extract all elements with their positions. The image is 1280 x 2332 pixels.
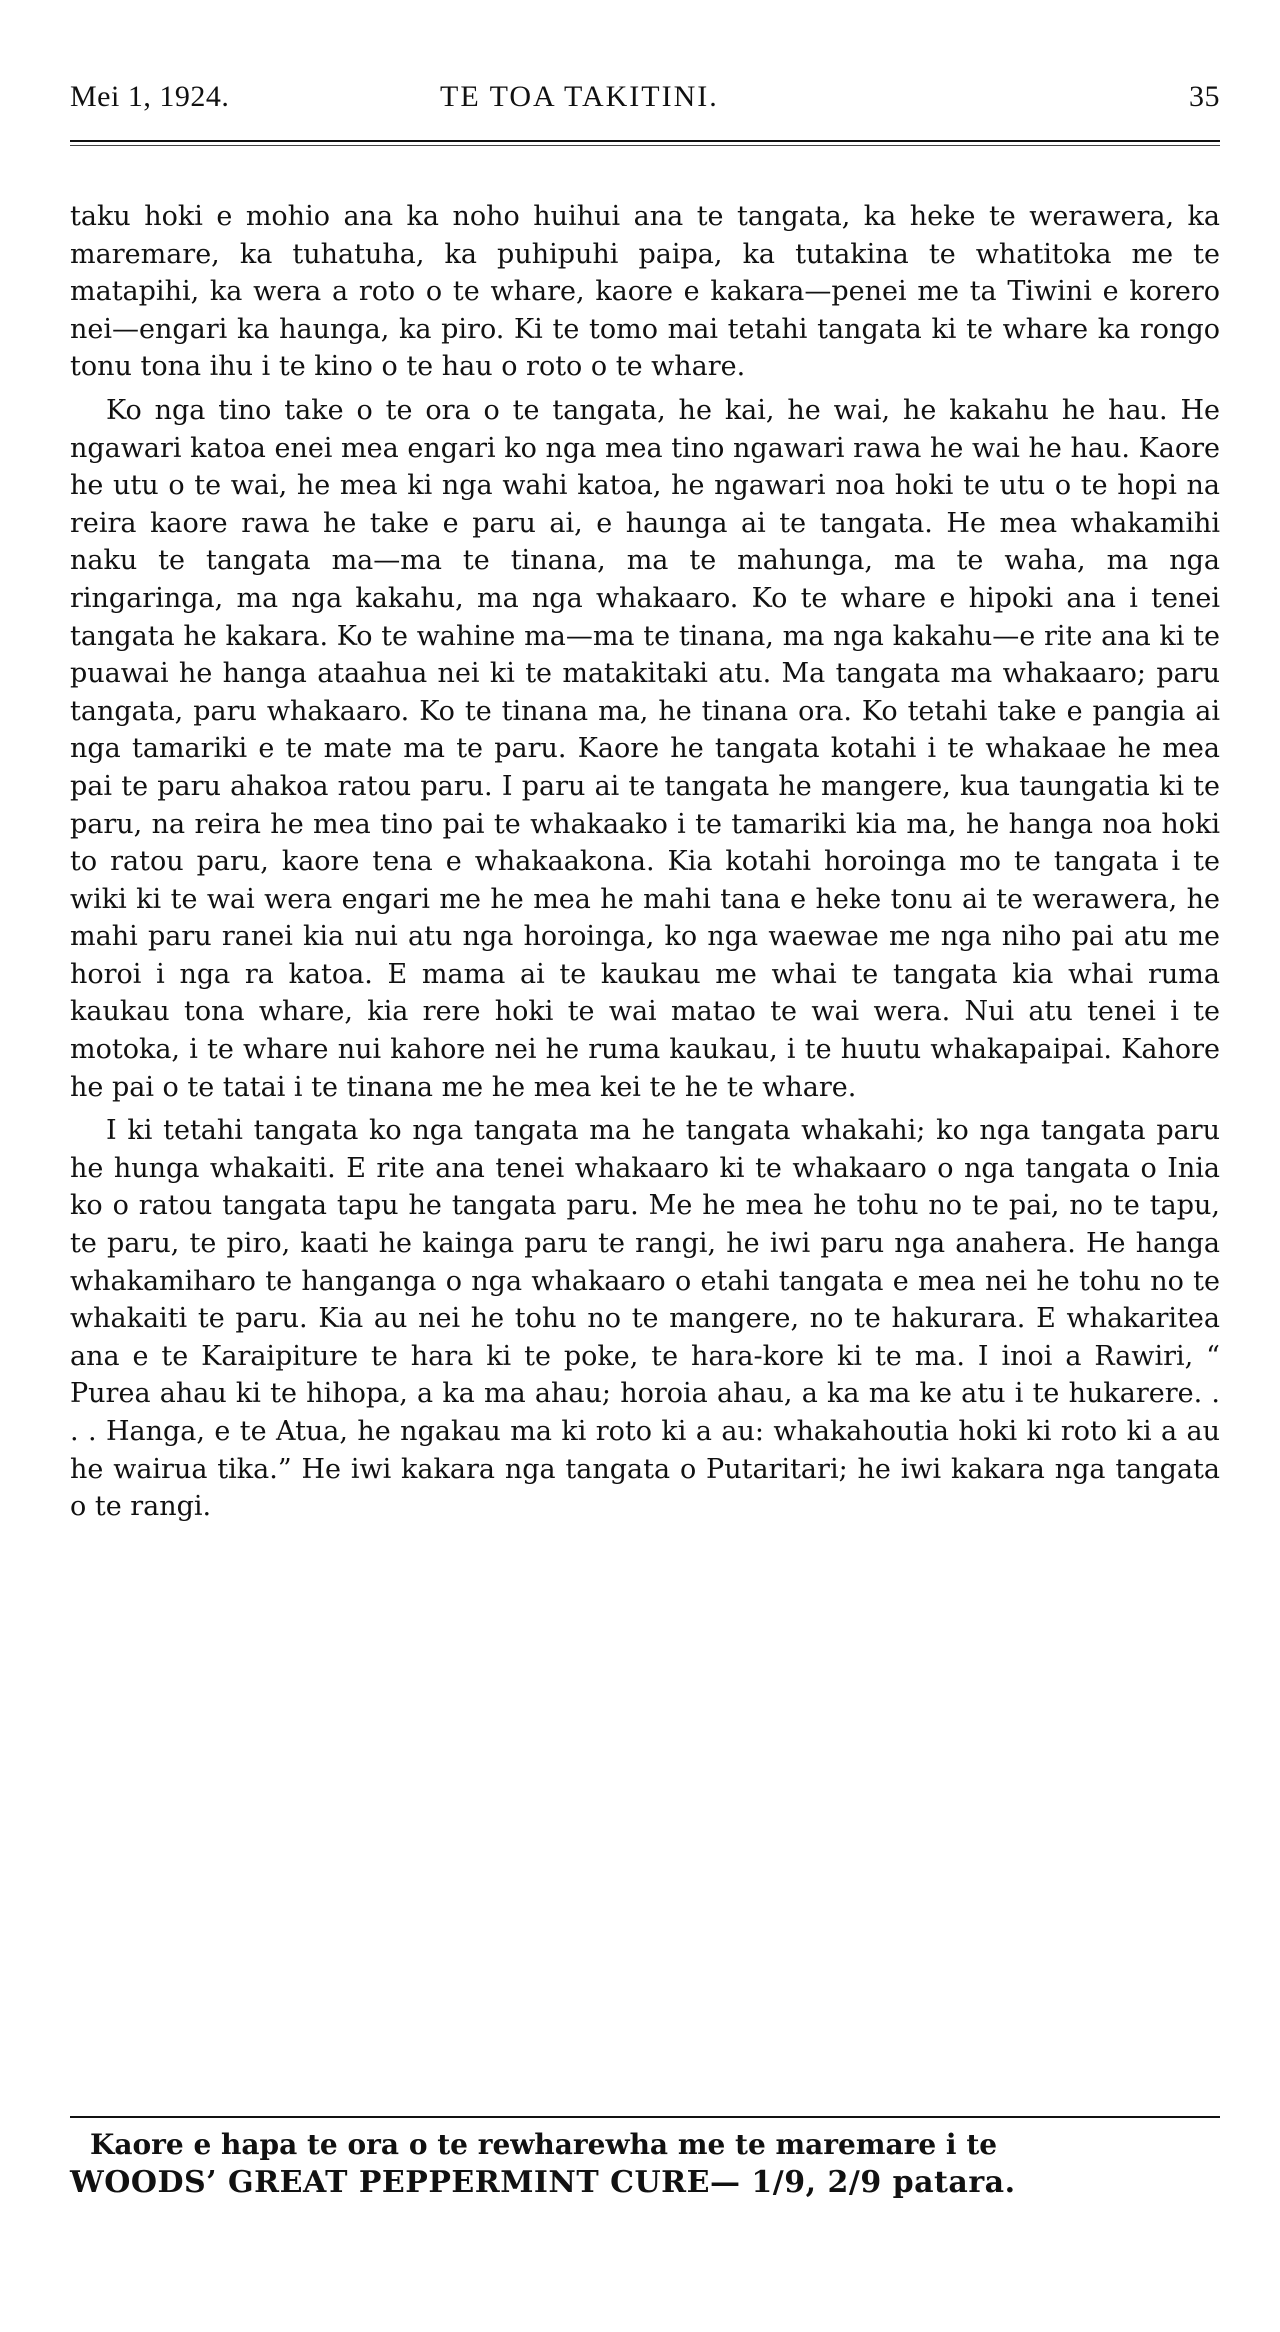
article-body	[70, 198, 1220, 1532]
page-number: 35	[1189, 80, 1220, 113]
header-rule-thin	[70, 145, 1220, 146]
paragraph: taku hoki e mohio ana ka noho huihui ana te tangata, ka heke te werawera, ka maremare, ka tuhatuha, ka puhipuhi paipa, ka tutakina te whatitoka me te matapihi, ka wera a roto o te whare, kaore e kakara—penei me ta Tiwini e korero nei—engari ka haunga, ka piro. Ki te tomo mai tetahi tangata ki te whare ka rongo tonu tona ihu i te kino o te hau o roto o te whare.	[70, 201, 1220, 383]
advert-line-1: Kaore e hapa te ora o te rewharewha me te maremare i te	[90, 2128, 998, 2161]
publication-title: TE TOA TAKITINI.	[440, 80, 719, 113]
header-rule	[70, 140, 1220, 142]
paragraph: Ko nga tino take o te ora o te tangata, he kai, he wai, he kakahu he hau. He ngawari katoa enei mea engari ko nga mea tino ngawari rawa he wai he hau. Kaore he utu o te wai, he mea ki nga wahi katoa, he ngawari noa hoki te utu o te hopi na reira kaore rawa he take e paru ai, e haunga ai te tangata. He mea whakamihi naku te tangata ma—ma te tinana, ma te mahunga, ma te waha, ma nga ringaringa, ma nga kakahu, ma nga whakaaro. Ko te whare e hipoki ana i tenei tangata he kakara. Ko te wahine ma—ma te tinana, ma nga kakahu—e rite ana ki te puawai he hanga ataahua nei ki te matakitaki atu. Ma tangata ma whakaaro; paru tangata, paru whakaaro. Ko te tinana ma, he tinana ora. Ko tetahi take e pangia ai nga tamariki e te mate ma te paru. Kaore he tangata kotahi i te whakaae he mea pai te paru ahakoa ratou paru. I paru ai te tangata he mangere, kua taungatia ki te paru, na reira he mea tino pai te whakaako i te tamariki kia ma, he hanga noa hoki to ratou paru, kaore tena e whakaakona. Kia kotahi horoinga mo te tangata i te wiki ki te wai wera engari me he mea he mahi tana e heke tonu ai te werawera, he mahi paru ranei kia nui atu nga horoinga, ko nga waewae me nga niho pai atu me horoi i nga ra katoa. E mama ai te kaukau me whai te tangata kia whai ruma kaukau tona whare, kia rere hoki te wai matao te wai wera. Nui atu tenei i te motoka, i te whare nui kahore nei he ruma kaukau, i te huutu whakapaipai. Kahore he pai o te tatai i te tinana me he mea kei te he te whare.	[70, 394, 1220, 1103]
paragraph: I ki tetahi tangata ko nga tangata ma he tangata whakahi; ko nga tangata paru he hunga whakaiti. E rite ana tenei whakaaro ki te whakaaro o nga tangata o Inia ko o ratou tangata tapu he tangata paru. Me he mea he tohu no te pai, no te tapu, te paru, te piro, kaati he kainga paru te rangi, he iwi paru nga anahera. He hanga whakamiharo te hanganga o nga whakaaro o etahi tangata e mea nei he tohu no te whakaiti te paru. Kia au nei he tohu no te mangere, no te hakurara. E whakaritea ana e te Karaipiture te hara ki te poke, te hara-kore ki te ma. I inoi a Rawiri, “ Purea ahau ki te hihopa, a ka ma ahau; horoia ahau, a ka ma ke atu i te hukarere. . . . Hanga, e te Atua, he ngakau ma ki roto ki a au: whakahoutia hoki ki roto ki a au he wairua tika.” He iwi kakara nga tangata o Putaritari; he iwi kakara nga tangata o te rangi.	[70, 1115, 1220, 1523]
advertisement	[70, 2126, 1220, 2202]
page-header	[70, 80, 1220, 132]
advert-rule	[70, 2116, 1220, 2118]
advert-line-2: WOODS’ GREAT PEPPERMINT CURE— 1/9, 2/9 patara.	[70, 2165, 1016, 2200]
header-date: Mei 1, 1924.	[70, 80, 230, 113]
newspaper-page	[70, 80, 1220, 2200]
